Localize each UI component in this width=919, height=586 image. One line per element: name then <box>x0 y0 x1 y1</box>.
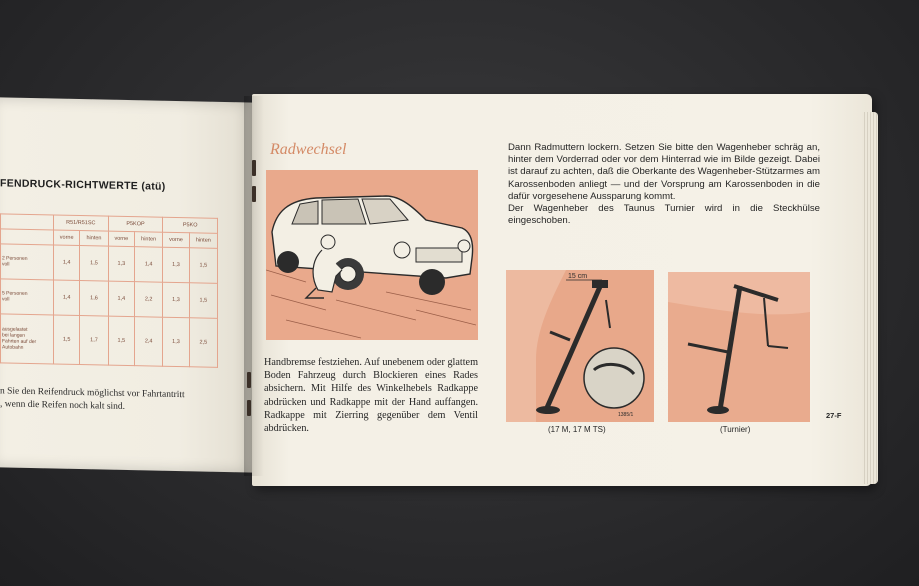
sub-header: vorne <box>163 232 189 248</box>
table-cell: 1,5 <box>80 246 108 282</box>
table-cell: 1,4 <box>54 280 80 316</box>
tire-note <box>0 385 240 416</box>
section-title: Radwechsel <box>270 141 347 158</box>
dimension-label: 15 cm <box>568 273 588 280</box>
staple-icon <box>247 400 251 416</box>
table-cell: 1,3 <box>163 317 189 367</box>
book-binding <box>244 96 264 476</box>
table-cell: 1,5 <box>189 283 217 319</box>
staple-icon <box>252 160 256 176</box>
table-cell: 2,5 <box>189 318 217 368</box>
tire-note-line-2: , wenn die Reifen noch kalt sind. <box>0 399 126 412</box>
sub-header: vorne <box>54 230 80 246</box>
table-row <box>1 244 218 284</box>
sub-header: hinten <box>189 233 217 249</box>
row-label: 2 Personen voll <box>1 244 54 280</box>
jack-figure-17m <box>506 270 654 422</box>
table-cell: 1,4 <box>54 245 80 281</box>
table-cell: 1,4 <box>135 247 163 283</box>
staple-icon <box>247 372 251 388</box>
car-jack-icon <box>668 272 810 422</box>
table-cell: 2,4 <box>135 317 163 367</box>
car-wheel-change-illustration <box>266 170 478 340</box>
jack-figure-turnier <box>668 272 810 422</box>
tire-note-line-1: n Sie den Reifendruck möglichst vor Fahrtantritt <box>0 386 185 401</box>
staple-icon <box>252 186 256 202</box>
table-cell: 1,4 <box>108 281 134 317</box>
group-header-2: P5KOP <box>108 216 163 232</box>
table-cell: 1,3 <box>163 247 189 283</box>
car-icon <box>266 170 478 340</box>
table-cell: 1,5 <box>54 315 80 365</box>
table-row <box>1 279 218 319</box>
group-header-1: R51/R51SC <box>54 215 109 231</box>
caption-turnier: (Turnier) <box>720 425 751 434</box>
figure-code: 1385/1 <box>618 412 634 418</box>
instructions-top-paragraph: Dann Radmuttern lockern. Setzen Sie bitte den Wagenheber schräg an, hinter dem Vorderrad oder vor dem Hinterrad wie im Bilde gezeigt. Dabei ist darauf zu achten, daß die Oberkante des Wagenheber-Stützarmes am Karossenboden anliegt — und der Vorsprung am Karossenboden in die dafür vorgesehene Aussparung kommt. <box>508 142 820 202</box>
row-label: 5 Personen voll <box>1 279 54 315</box>
instructions-bottom: Handbremse festziehen. Auf unebenem oder glattem Boden Fahrzeug durch Blockieren eines Rades absichern. Mit Hilfe des Winkelhebels Radkappe abdrücken und Radkappe mit der Hand auffangen. Radkappe mit Zierring gegenüber dem Ventil abdrücken. <box>264 357 478 435</box>
car-jack-icon <box>506 270 654 422</box>
table-row <box>1 314 218 368</box>
table-cell: 1,6 <box>80 281 108 317</box>
page-number: 27-F <box>826 411 842 420</box>
left-page <box>0 97 255 472</box>
table-cell: 1,7 <box>80 316 108 366</box>
row-label: ausgelastet bei langen Fahrten auf der Autobahn <box>1 314 54 364</box>
tire-pressure-table <box>0 213 218 368</box>
table-cell: 2,2 <box>135 282 163 318</box>
table-cell: 1,3 <box>108 246 134 282</box>
table-cell: 1,3 <box>163 282 189 318</box>
tire-pressure-title: FENDRUCK-RICHTWERTE (atü) <box>0 177 166 193</box>
group-header-3: P5KO <box>163 217 218 233</box>
sub-header: vorne <box>108 231 134 247</box>
instructions-top <box>508 142 820 227</box>
table-cell: 1,5 <box>189 248 217 284</box>
sub-header: hinten <box>80 231 108 247</box>
sub-header: hinten <box>135 232 163 248</box>
table-cell: 1,5 <box>108 316 134 366</box>
page-edges <box>862 112 878 484</box>
instructions-turnier: Der Wagenheber des Taunus Turnier wird in die Steckhülse eingeschoben. <box>508 203 820 227</box>
caption-17m: (17 M, 17 M TS) <box>548 425 606 434</box>
